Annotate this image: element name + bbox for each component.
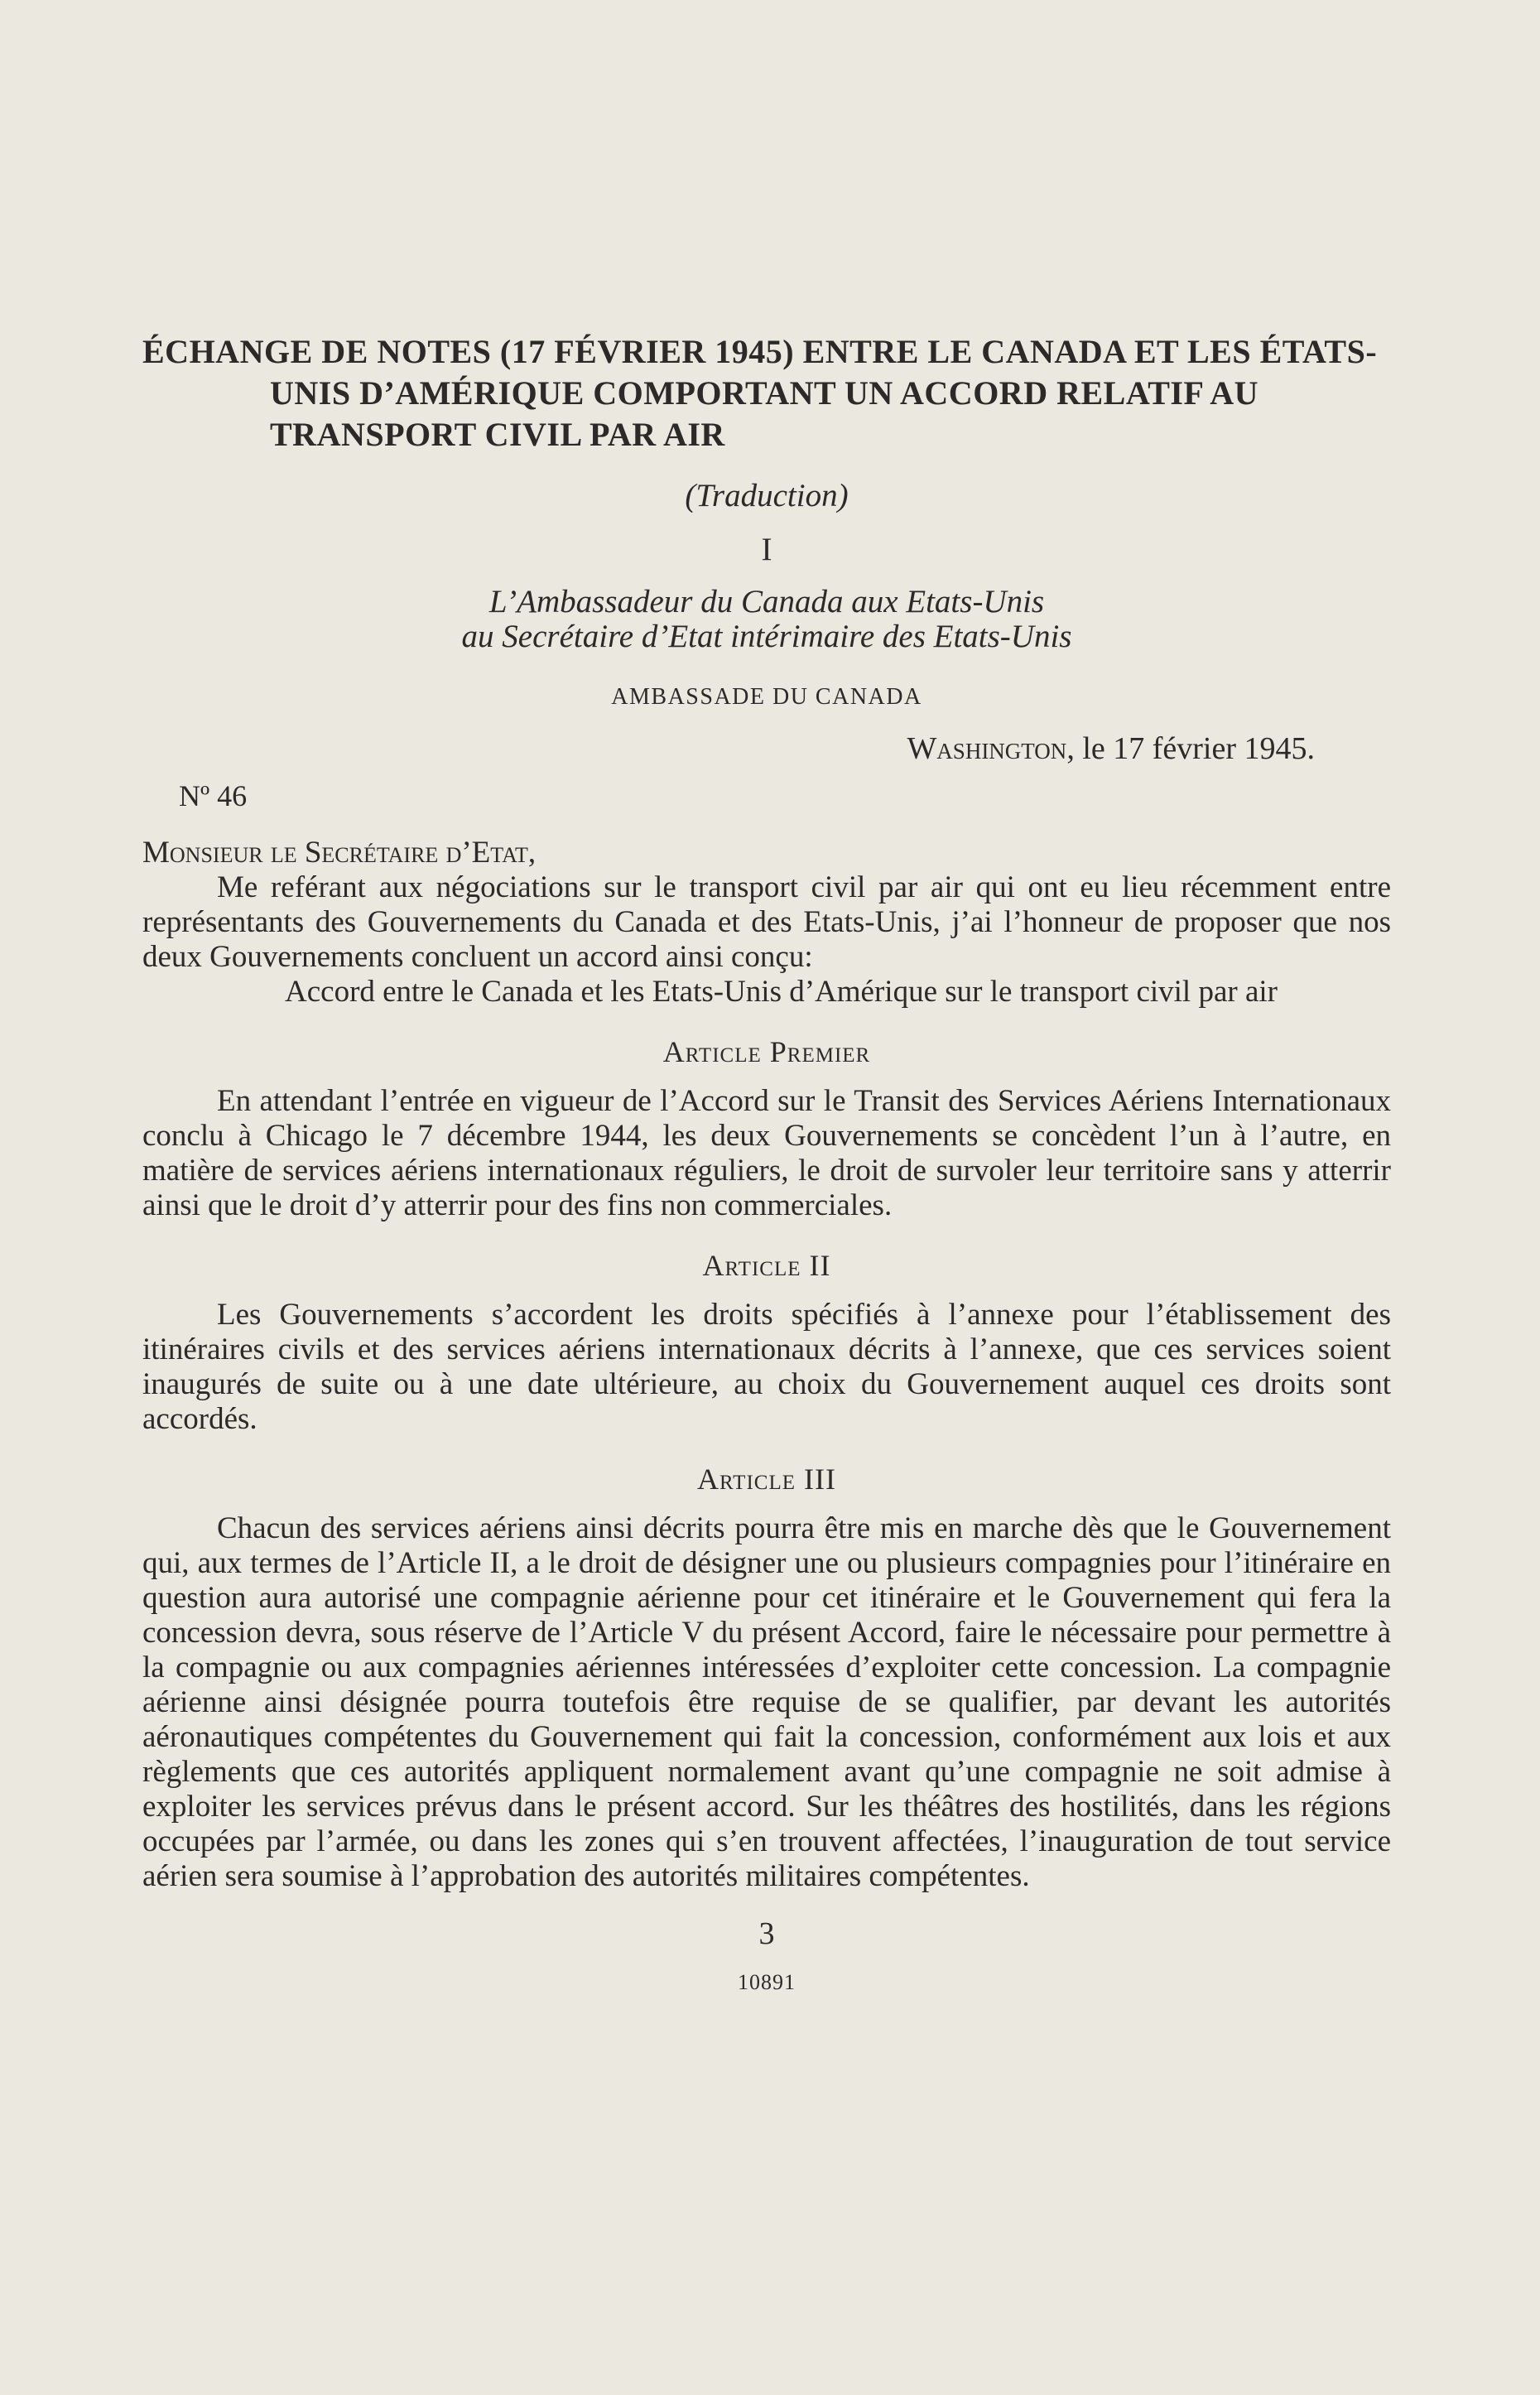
- page-number: 3: [758, 1916, 775, 1951]
- article-heading-1: Article Premier: [662, 1035, 871, 1068]
- note-numeral: I: [761, 532, 772, 567]
- addressee-block: [142, 585, 1391, 654]
- embassy-heading: AMBASSADE DU CANADA: [611, 684, 922, 710]
- addressee-line-1: L’Ambassadeur du Canada aux Etats-Unis: [488, 584, 1045, 619]
- article-heading-2: Article II: [702, 1249, 831, 1282]
- article-text-2: Les Gouvernements s’accordent les droits spécifiés à l’annexe pour l’établissement des itinéraires civils et des services aériens internationaux décrits à l’annexe, que ces services soient inaugurés de suite ou à une date ultérieure, au choix du Gouvernement auquel ces droits sont accordés.: [142, 1298, 1391, 1436]
- accord-title: Accord entre le Canada et les Etats-Unis d’Amérique sur le transport civil par air: [285, 975, 1278, 1009]
- dateline-date: , le 17 février 1945.: [1066, 731, 1315, 766]
- addressee-line-2: au Secrétaire d’Etat intérimaire des Etats-Unis: [461, 619, 1072, 654]
- salutation: Monsieur le Secrétaire d’Etat,: [142, 836, 537, 870]
- note-number: Nº 46: [179, 779, 248, 812]
- article-heading-3: Article III: [697, 1463, 836, 1496]
- print-number: 10891: [738, 1970, 796, 1994]
- dateline: [142, 730, 1391, 767]
- dateline-place: Washington: [907, 731, 1067, 766]
- document-content: [142, 331, 1391, 1995]
- article-text-3: Chacun des services aériens ainsi décrits pourra être mis en marche dès que le Gouvernement qui, aux termes de l’Article II, a le droit de désigner une ou plusieurs compagnies pour l’itinéraire en question aura autorisé une compagnie aérienne pour cet itinéraire et le Gouvernement qui fera la concession devra, sous réserve de l’Article V du présent Accord, faire le nécessaire pour permettre à la compagnie ou aux compagnies aériennes intéressées d’exploiter cette concession. La compagnie aérienne ainsi désignée pourra toutefois être requise de se qualifier, par devant les autorités aéronautiques compétentes du Gouvernement qui fait la concession, conformément aux lois et aux règlements que ces autorités appliquent normalement avant qu’une compagnie ne soit admise à exploiter les services prévus dans le présent accord. Sur les théâtres des hostilités, dans les régions occupées par l’armée, ou dans les zones qui s’en trouvent affectées, l’inauguration de tout service aérien sera soumise à l’approbation des autorités militaires compétentes.: [142, 1511, 1391, 1893]
- translation-note: (Traduction): [685, 478, 849, 513]
- document-title: ÉCHANGE DE NOTES (17 FÉVRIER 1945) ENTRE LE CANADA ET LES ÉTATS-UNIS D’AMÉRIQUE COMPORTANT UN ACCORD RELATIF AU TRANSPORT CIVIL PAR AIR: [142, 333, 1378, 453]
- article-text-1: En attendant l’entrée en vigueur de l’Accord sur le Transit des Services Aériens Internationaux conclu à Chicago le 7 décembre 1944, les deux Gouvernements se concèdent l’un à l’autre, en matière de services aériens internationaux réguliers, le droit de survoler leur territoire sans y atterrir ainsi que le droit d’y atterrir pour des fins non commerciales.: [142, 1084, 1391, 1222]
- intro-paragraph: Me reférant aux négociations sur le transport civil par air qui ont eu lieu récemment entre représentants des Gouvernements du Canada et des Etats-Unis, j’ai l’honneur de proposer que nos deux Gouvernements concluent un accord ainsi conçu:: [142, 870, 1391, 974]
